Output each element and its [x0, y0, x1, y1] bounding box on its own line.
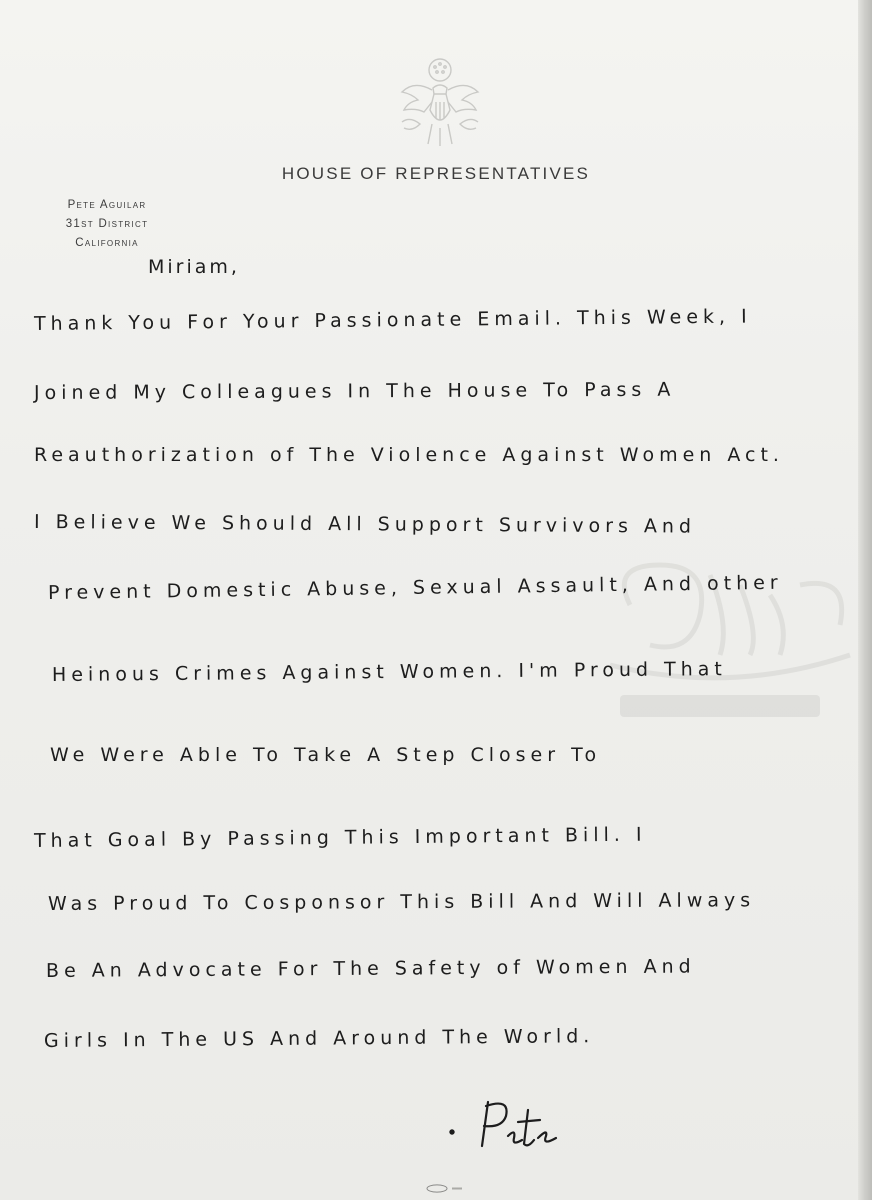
- letter-body-line-5: Prevent Domestic Abuse, Sexual Assault, And other: [47, 571, 783, 604]
- paper-edge: [858, 0, 872, 1200]
- member-info: [0, 196, 214, 253]
- handwritten-signature: [448, 1096, 578, 1156]
- letter-body-line-1: Thank You For Your Passionate Email. This Week, I: [33, 305, 752, 335]
- letter-body-line-8: That Goal By Passing This Important Bill. I: [33, 823, 647, 852]
- letterhead-title: HOUSE OF REPRESENTATIVES: [281, 164, 591, 183]
- member-district: 31st District: [65, 218, 149, 230]
- printer-mark-icon: [426, 1184, 466, 1193]
- member-name: Pete Aguilar: [67, 199, 147, 211]
- letter-body-line-3: Reauthorization of The Violence Against Women Act.: [34, 444, 784, 466]
- letter-body-line-7: We Were Able To Take A Step Closer To: [50, 744, 602, 766]
- letter-body-line-4: I Believe We Should All Support Survivors And: [33, 511, 697, 538]
- letter-body-line-11: Girls In The US And Around The World.: [43, 1025, 595, 1052]
- great-seal-emblem-icon: [388, 52, 492, 156]
- member-state: California: [75, 237, 139, 249]
- letter-body-line-9: Was Proud To Cosponsor This Bill And Will Always: [47, 889, 756, 915]
- letter-body-line-2: Joined My Colleagues In The House To Pass A: [33, 378, 676, 404]
- letter-body-line-6: Heinous Crimes Against Women. I'm Proud That: [51, 658, 727, 686]
- letter-salutation: Miriam,: [148, 256, 240, 278]
- letter-body-line-10: Be An Advocate For The Safety of Women And: [45, 955, 696, 982]
